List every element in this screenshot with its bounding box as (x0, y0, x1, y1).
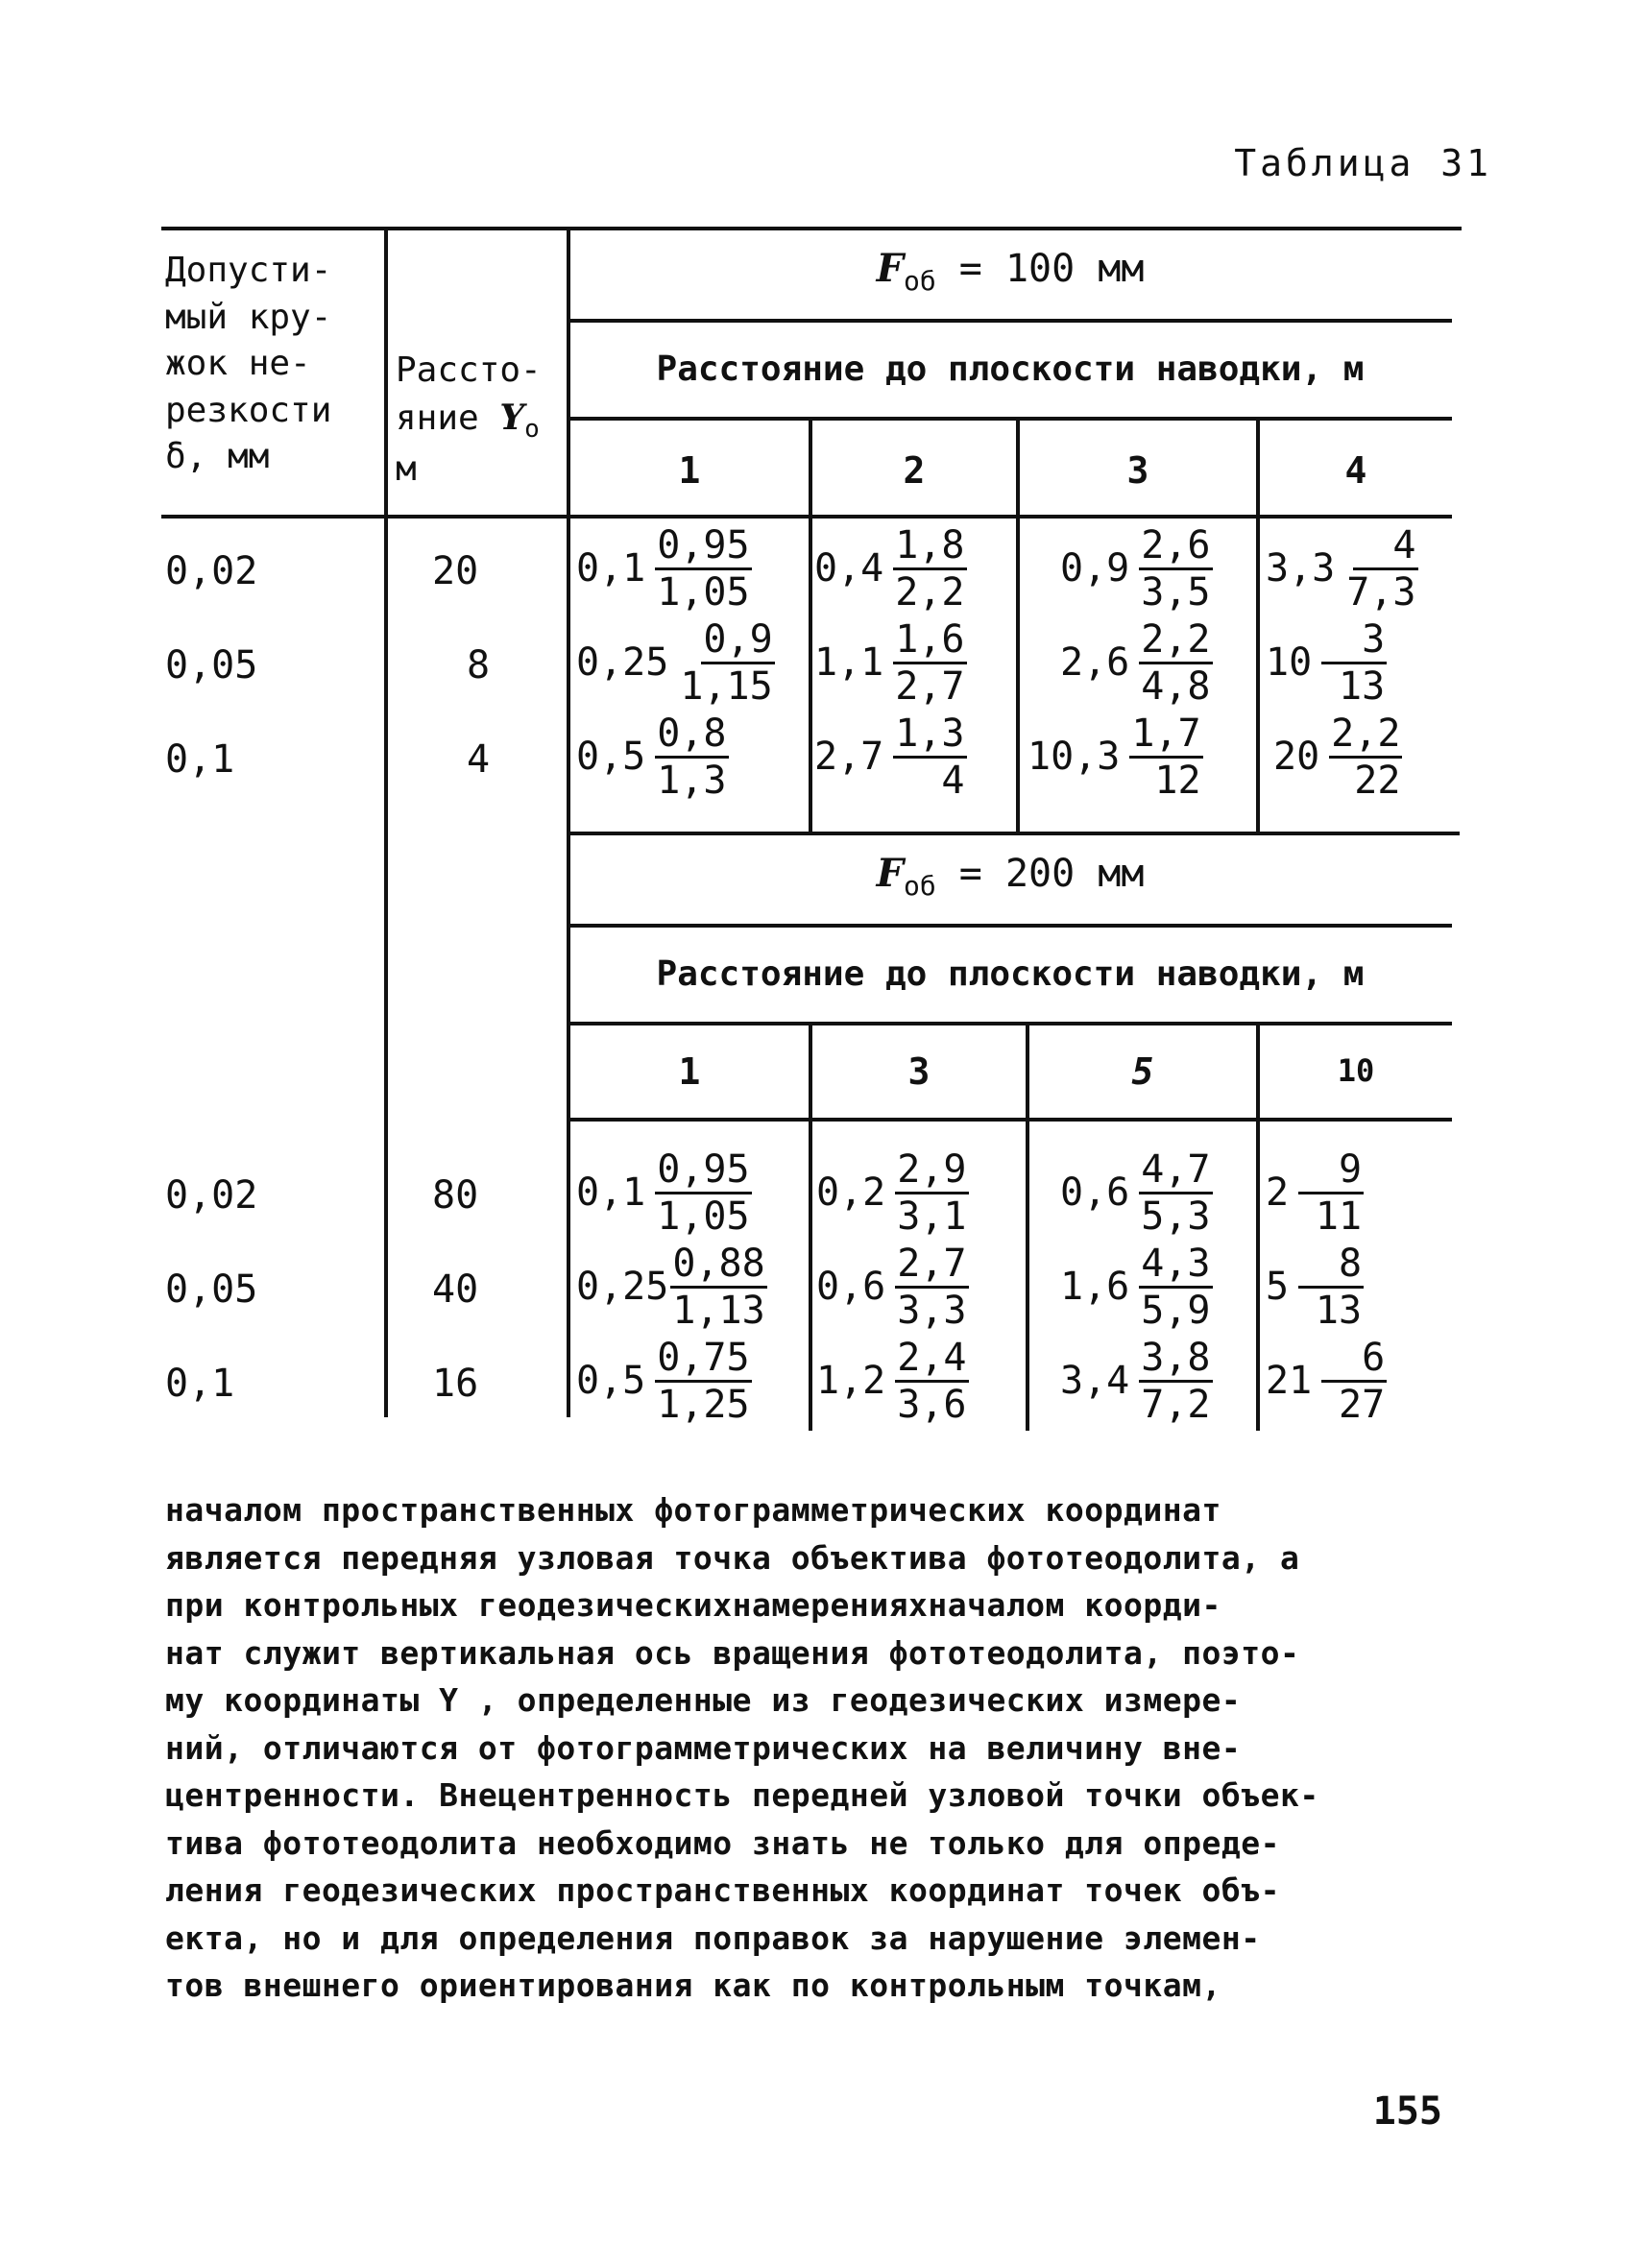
column-divider-2 (567, 227, 570, 1417)
value-cell: 1,2 $\frac{2,4}{3,6}$ (816, 1335, 967, 1427)
value-cell: 5 $\frac{8}{13}$ (1266, 1241, 1363, 1333)
distance-value: 40 (432, 1267, 479, 1312)
paragraph-line: при контрольных геодезическихнамеренияхначалом коорди- (165, 1586, 1221, 1624)
paragraph-line: ления геодезических пространственных координат точек объ- (165, 1871, 1280, 1909)
value-cell: 0,1 $\frac{0,95}{1,05}$ (576, 522, 750, 615)
paragraph-line: тива фототеодолита необходимо знать не только для опреде- (165, 1823, 1280, 1862)
distance-value: 4 (467, 737, 491, 782)
dist-head-200-rule (568, 1022, 1452, 1025)
distance-header-200: Расстояние до плоскости наводки, м (656, 954, 1365, 994)
value-cell: 0,2 $\frac{2,9}{3,1}$ (816, 1146, 967, 1239)
dist-head-100-rule (568, 417, 1452, 421)
value-cell: 0,25 $\frac{0,9}{1,15}$ (576, 616, 773, 709)
col-header: 2 (903, 449, 926, 492)
body-paragraph (165, 1486, 1452, 2010)
value-cell: 2,7 $\frac{1,3}{4}$ (814, 711, 965, 803)
focal-100-rule (568, 319, 1452, 323)
value-cell: 21 $\frac{6}{27}$ (1266, 1335, 1386, 1427)
blur-value: 0,02 (165, 549, 258, 593)
block-separator-rule (568, 832, 1460, 835)
focal-length-200: $F_{об} = 200$ мм (876, 851, 1145, 902)
value-cell: 10 $\frac{3}{13}$ (1266, 616, 1386, 709)
focal-200-rule (568, 924, 1452, 928)
col-header: 5 (1131, 1050, 1154, 1093)
value-cell: 2,6 $\frac{2,2}{4,8}$ (1060, 616, 1211, 709)
col-header: 3 (1126, 449, 1149, 492)
paragraph-line: нат служит вертикальная ось вращения фототеодолита, поэто- (165, 1633, 1300, 1672)
distance-value: 80 (432, 1173, 479, 1218)
value-cell: 1,6 $\frac{4,3}{5,9}$ (1060, 1241, 1211, 1333)
distance-value: 20 (432, 549, 479, 593)
paragraph-line: ний, отличаются от фотограмметрических на величину вне- (165, 1728, 1242, 1767)
paragraph-line: му координаты Y , определенные из геодезических измере- (165, 1681, 1242, 1719)
distance-value: 16 (432, 1362, 479, 1406)
paragraph-line: является передняя узловая точка объектива фототеодолита, а (165, 1538, 1300, 1577)
paragraph-line: центренности. Внецентренность передней узловой точки объек- (165, 1776, 1319, 1814)
value-cell: 0,1 $\frac{0,95}{1,05}$ (576, 1146, 750, 1239)
col-header: 3 (907, 1050, 931, 1093)
blur-value: 0,05 (165, 643, 258, 688)
distance-value: 8 (467, 643, 491, 688)
value-cell: 10,3 $\frac{1,7}{12}$ (1028, 711, 1201, 803)
value-cell: 3,3 $\frac{4}{7,3}$ (1266, 522, 1416, 615)
paragraph-line: тов внешнего ориентирования как по контрольным точкам, (165, 1966, 1221, 2004)
col-header: 10 (1337, 1052, 1375, 1089)
table-top-rule (161, 227, 1462, 230)
value-cell: 0,9 $\frac{2,6}{3,5}$ (1060, 522, 1211, 615)
blur-value: 0,02 (165, 1173, 258, 1218)
blur-value: 0,05 (165, 1267, 258, 1312)
value-cell: 0,6 $\frac{2,7}{3,3}$ (816, 1241, 967, 1333)
paragraph-line: началом пространственных фотограмметрических координат (165, 1491, 1221, 1529)
focal-length-100: $F_{об} = 100$ мм (876, 246, 1145, 297)
page-number: 155 (1372, 2089, 1442, 2134)
paragraph-line: екта, но и для определения поправок за нарушение элемен- (165, 1918, 1261, 1957)
value-cell: 1,1 $\frac{1,6}{2,7}$ (814, 616, 965, 709)
value-cell: 0,5 $\frac{0,8}{1,3}$ (576, 711, 727, 803)
col-header: 1 (678, 1050, 701, 1093)
blur-value: 0,1 (165, 1362, 235, 1406)
header-blur-circle: Допусти- мый кру- жок не- резкости δ, мм (165, 251, 332, 477)
distance-header-100: Расстояние до плоскости наводки, м (656, 350, 1365, 389)
value-cell: 3,4 $\frac{3,8}{7,2}$ (1060, 1335, 1211, 1427)
value-cell: 0,5 $\frac{0,75}{1,25}$ (576, 1335, 750, 1427)
value-cell: 0,25 $\frac{0,88}{1,13}$ (576, 1241, 765, 1333)
colno-200-rule (568, 1118, 1452, 1122)
column-divider-1 (384, 227, 388, 1417)
value-cell: 0,6 $\frac{4,7}{5,3}$ (1060, 1146, 1211, 1239)
col-header: 4 (1344, 449, 1367, 492)
col-header: 1 (678, 449, 701, 492)
table-caption: Таблица 31 (1234, 142, 1492, 184)
blur-value: 0,1 (165, 737, 235, 782)
header-distance: Рассто- яние $Y_о$ м (396, 350, 542, 489)
value-cell: 20 $\frac{2,2}{22}$ (1273, 711, 1401, 803)
value-cell: 2 $\frac{9}{11}$ (1266, 1146, 1363, 1239)
value-cell: 0,4 $\frac{1,8}{2,2}$ (814, 522, 965, 615)
